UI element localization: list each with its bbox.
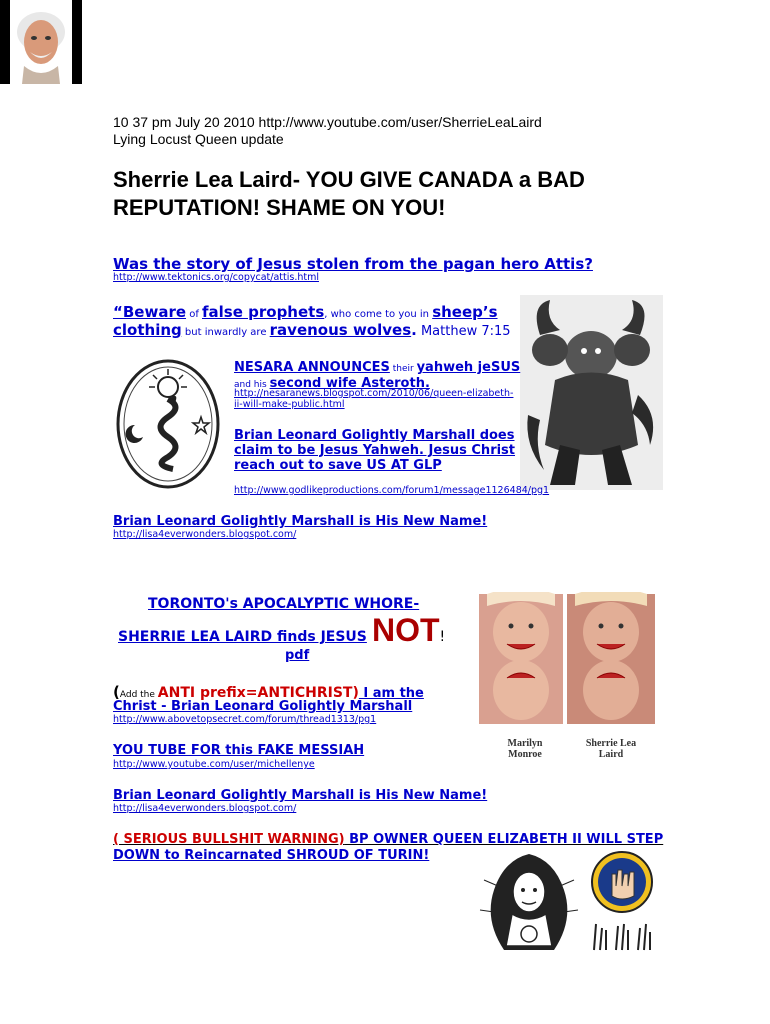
false-prophets-link[interactable]: false prophets xyxy=(202,303,325,321)
toronto-exclaim: ! xyxy=(439,629,446,645)
pdf-link[interactable]: pdf xyxy=(285,648,310,663)
toronto-heading-line1[interactable]: TORONTO's APOCALYPTIC WHORE- xyxy=(148,596,420,612)
brian-claim-line2[interactable]: claim to be Jesus Yahweh. Jesus Christ xyxy=(234,443,516,458)
nesara-url-line1[interactable]: http://nesaranews.blogspot.com/2010/06/queen-elizabeth- xyxy=(234,388,514,399)
warning-line1[interactable] xyxy=(113,832,663,847)
anti-open-paren: ( xyxy=(113,683,120,701)
caption-sherrie-line2: Laird xyxy=(598,749,624,760)
beware-period: . xyxy=(411,321,417,339)
warning-line2[interactable]: DOWN to Reincarnated SHROUD OF TURIN! xyxy=(113,848,430,863)
marilyn-sherrie-comparison-image xyxy=(477,592,657,762)
header-subtitle: Lying Locust Queen update xyxy=(113,131,284,147)
brian-claim-line1[interactable]: Brian Leonard Golightly Marshall does xyxy=(234,428,515,443)
lisa-blog-url-2[interactable]: http://lisa4everwonders.blogspot.com/ xyxy=(113,803,297,814)
glp-url[interactable]: http://www.godlikeproductions.com/forum1/message1126484/pg1 xyxy=(234,485,550,496)
nesara-link[interactable]: NESARA ANNOUNCES xyxy=(234,360,390,375)
clothing-link[interactable]: clothing xyxy=(113,321,182,339)
demon-illustration xyxy=(520,295,663,490)
ats-url[interactable]: http://www.abovetopsecret.com/forum/thread1313/pg1 xyxy=(113,714,377,725)
ravenous-wolves-link[interactable]: ravenous wolves xyxy=(269,321,412,339)
brian-claim-line3[interactable]: reach out to save US AT GLP xyxy=(234,458,442,473)
nesara-url-line2[interactable]: ii-will-make-public.html xyxy=(234,399,345,410)
asteroth-link[interactable]: Asteroth. xyxy=(356,376,430,391)
anti-prefix-text: ANTI prefix=ANTICHRIST) xyxy=(157,685,359,701)
beware-inwardly: but inwardly are xyxy=(181,327,270,338)
brian-new-name-link-2[interactable]: Brian Leonard Golightly Marshall is His New Name! xyxy=(113,788,488,803)
second-wife-link[interactable]: second wife xyxy=(269,376,357,391)
scripture-ref: Matthew 7:15 xyxy=(416,324,511,339)
caption-sherrie-line1: Sherrie Lea xyxy=(585,738,637,749)
attis-link[interactable]: Was the story of Jesus stolen from the pagan hero Attis? xyxy=(113,255,593,273)
nesara-and-his: and his xyxy=(234,380,270,390)
toronto-heading-line2 xyxy=(118,612,445,649)
caption-sherrie xyxy=(576,738,646,760)
youtube-url[interactable]: http://www.youtube.com/user/michellenye xyxy=(113,759,315,770)
finds-jesus-link[interactable]: SHERRIE LEA LAIRD finds JESUS xyxy=(118,629,367,645)
beware-of: of xyxy=(186,309,203,320)
lisa-blog-url[interactable]: http://lisa4everwonders.blogspot.com/ xyxy=(113,529,297,540)
warning-red-text[interactable]: ( SERIOUS BULLSHIT WARNING) xyxy=(113,832,345,847)
nesara-their: their xyxy=(389,364,417,374)
caption-marilyn-line1: Marilyn xyxy=(507,738,543,749)
hand-sign-badge xyxy=(586,850,658,962)
page-title-line2: REPUTATION! SHAME ON YOU! xyxy=(113,195,446,220)
avatar-portrait xyxy=(0,0,82,84)
youtube-fake-messiah-link[interactable]: YOU TUBE FOR this FAKE MESSIAH xyxy=(113,743,365,758)
beware-word[interactable]: “Beware xyxy=(113,303,187,321)
beware-quote-line2 xyxy=(113,320,511,339)
christ-brian-link[interactable]: Christ - Brian Leonard Golightly Marshall xyxy=(113,699,413,714)
caption-marilyn-line2: Monroe xyxy=(508,749,542,760)
beware-quote-line1 xyxy=(113,302,498,321)
not-emphasis: NOT xyxy=(371,612,440,648)
sheeps-link[interactable]: sheep’s xyxy=(432,303,498,321)
warning-blue-text[interactable]: BP OWNER QUEEN ELIZABETH II WILL STEP xyxy=(344,832,664,847)
yahweh-jesus-link[interactable]: yahweh jeSUS xyxy=(416,360,521,375)
anti-add-the: Add the xyxy=(119,690,158,700)
author-avatar xyxy=(0,0,82,84)
attis-url[interactable]: http://www.tektonics.org/copycat/attis.html xyxy=(113,272,319,283)
serpent-seal-image xyxy=(113,357,223,492)
page-title-line1: Sherrie Lea Laird- YOU GIVE CANADA a BAD xyxy=(113,167,585,192)
brian-new-name-link[interactable]: Brian Leonard Golightly Marshall is His New Name! xyxy=(113,514,488,529)
beware-who-come: , who come to you in xyxy=(324,309,433,320)
i-am-the-link[interactable]: I am the xyxy=(358,686,424,701)
header-date-url: 10 37 pm July 20 2010 http://www.youtube.com/user/SherrieLeaLaird xyxy=(113,114,542,130)
caption-marilyn xyxy=(500,738,550,760)
witch-illustration xyxy=(474,850,584,962)
